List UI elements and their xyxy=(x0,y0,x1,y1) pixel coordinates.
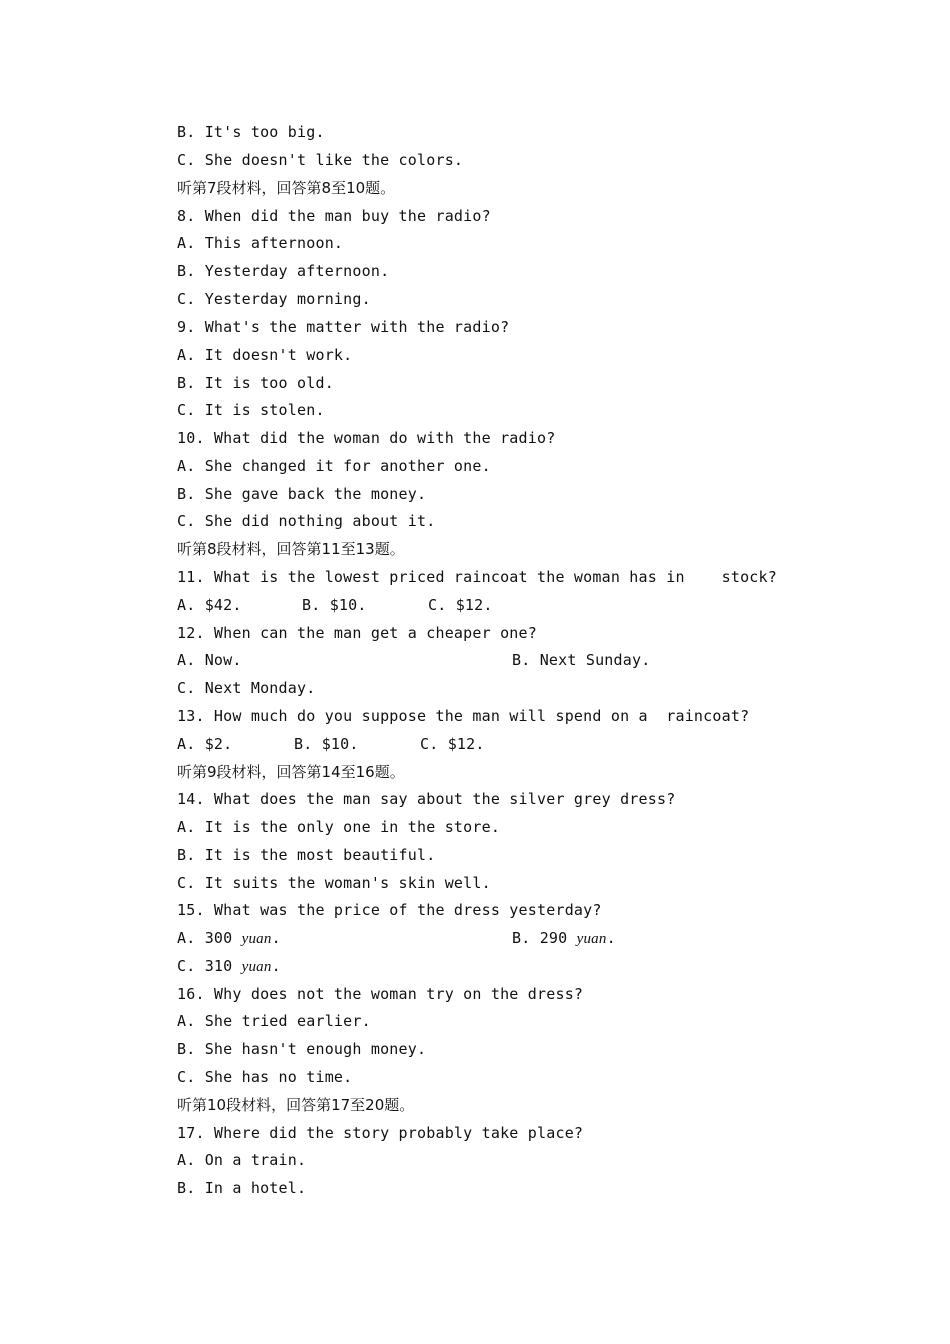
option-a-unit: yuan xyxy=(241,931,272,947)
option-b-period: . xyxy=(606,929,616,947)
option-line: C. Next Monday. xyxy=(177,679,316,697)
question-line: 16. Why does not the woman try on the dress? xyxy=(177,985,584,1003)
option-b-prefix: B. 290 xyxy=(512,929,577,947)
option-a: A. Now. xyxy=(177,651,242,669)
option-line: A. It doesn't work. xyxy=(177,346,353,364)
option-c-unit: yuan xyxy=(241,959,272,975)
question-line: 8. When did the man buy the radio? xyxy=(177,207,491,225)
option-b: B. Next Sunday. xyxy=(512,651,651,669)
option-line: B. It is too old. xyxy=(177,374,334,392)
option-line: B. It's too big. xyxy=(177,123,325,141)
option-line: A. On a train. xyxy=(177,1151,307,1169)
option-a-period: . xyxy=(271,929,281,947)
question-line: 15. What was the price of the dress yesterday? xyxy=(177,901,602,919)
option-b xyxy=(512,928,616,949)
option-line: B. In a hotel. xyxy=(177,1179,307,1197)
option-a: A. $2. xyxy=(177,735,233,753)
option-row xyxy=(177,928,616,948)
question-line: 11. What is the lowest priced raincoat the woman has in stock? xyxy=(177,568,777,586)
option-c-period: . xyxy=(271,957,281,975)
option-line xyxy=(177,956,281,976)
option-b: B. $10. xyxy=(302,596,367,614)
option-line: C. It suits the woman's skin well. xyxy=(177,874,491,892)
option-c: C. $12. xyxy=(420,735,485,753)
option-c-prefix: C. 310 xyxy=(177,957,242,975)
option-a: A. $42. xyxy=(177,596,242,614)
option-c: C. $12. xyxy=(428,596,493,614)
section-heading: 听第9段材料，回答第14至16题。 xyxy=(177,763,405,781)
option-line: A. She tried earlier. xyxy=(177,1012,371,1030)
option-line: B. She gave back the money. xyxy=(177,485,427,503)
question-line: 17. Where did the story probably take place? xyxy=(177,1124,584,1142)
option-line: A. She changed it for another one. xyxy=(177,457,491,475)
option-line: A. It is the only one in the store. xyxy=(177,818,501,836)
option-a xyxy=(177,928,281,949)
question-line: 14. What does the man say about the silver grey dress? xyxy=(177,790,676,808)
option-line: C. She doesn't like the colors. xyxy=(177,151,464,169)
question-line: 13. How much do you suppose the man will spend on a raincoat? xyxy=(177,707,750,725)
option-line: B. She hasn't enough money. xyxy=(177,1040,427,1058)
option-line: B. It is the most beautiful. xyxy=(177,846,436,864)
question-line: 12. When can the man get a cheaper one? xyxy=(177,624,537,642)
option-a-prefix: A. 300 xyxy=(177,929,242,947)
option-line: C. It is stolen. xyxy=(177,401,325,419)
option-row xyxy=(177,734,485,754)
question-line: 10. What did the woman do with the radio? xyxy=(177,429,556,447)
option-line: B. Yesterday afternoon. xyxy=(177,262,390,280)
section-heading: 听第10段材料，回答第17至20题。 xyxy=(177,1096,415,1114)
option-row xyxy=(177,650,651,670)
option-line: C. Yesterday morning. xyxy=(177,290,371,308)
option-line: C. She has no time. xyxy=(177,1068,353,1086)
section-heading: 听第8段材料，回答第11至13题。 xyxy=(177,540,405,558)
option-b: B. $10. xyxy=(294,735,359,753)
option-line: C. She did nothing about it. xyxy=(177,512,436,530)
option-b-unit: yuan xyxy=(576,931,607,947)
option-line: A. This afternoon. xyxy=(177,234,344,252)
option-row xyxy=(177,595,493,615)
question-line: 9. What's the matter with the radio? xyxy=(177,318,510,336)
section-heading: 听第7段材料，回答第8至10题。 xyxy=(177,179,396,197)
